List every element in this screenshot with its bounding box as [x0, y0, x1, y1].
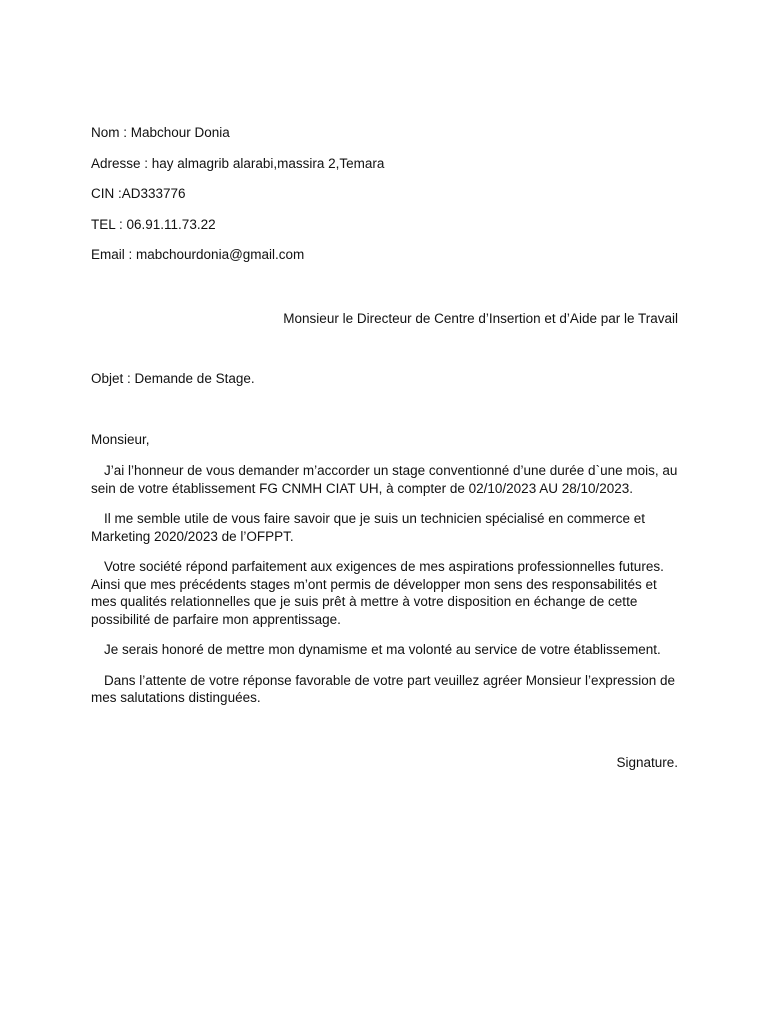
paragraph-closing: Dans l’attente de votre réponse favorable de votre part veuillez agréer Monsieur l’expression de mes salutations distinguées. [91, 672, 676, 705]
sender-cin: CIN :AD333776 [91, 186, 186, 201]
sender-block [91, 124, 691, 277]
salutation: Monsieur, [91, 432, 150, 447]
recipient-line: Monsieur le Directeur de Centre d’Insertion et d’Aide par le Travail [283, 311, 678, 326]
paragraph-commitment: Je serais honoré de mettre mon dynamisme et ma volonté au service de votre établissement. [104, 642, 661, 657]
paragraph-request: J’ai l’honneur de vous demander m’accorder un stage conventionné d’une durée d`une mois, au sein de votre établissement FG CNMH CIAT UH, à compter de 02/10/2023 AU 28/10/2023. [91, 463, 678, 496]
letter-body [91, 462, 681, 720]
subject-line: Objet : Demande de Stage. [91, 371, 255, 386]
paragraph-motivation: Votre société répond parfaitement aux exigences de mes aspirations professionnelles futures. Ainsi que mes précédents stages m’ont permis de développer mon sens des responsabilités et mes qualités relationnelles que je suis prêt à mettre à votre disposition en échange de cette possibilité de parfaire mon apprentissage. [91, 559, 664, 627]
sender-name: Nom : Mabchour Donia [91, 125, 230, 140]
sender-address: Adresse : hay almagrib alarabi,massira 2,Temara [91, 155, 385, 171]
paragraph-profile: Il me semble utile de vous faire savoir que je suis un technicien spécialisé en commerce et Marketing 2020/2023 de l’OFPPT. [91, 511, 646, 544]
sender-email: Email : mabchourdonia@gmail.com [91, 247, 305, 262]
signature: Signature. [616, 755, 678, 770]
sender-tel: TEL : 06.91.11.73.22 [91, 216, 216, 232]
